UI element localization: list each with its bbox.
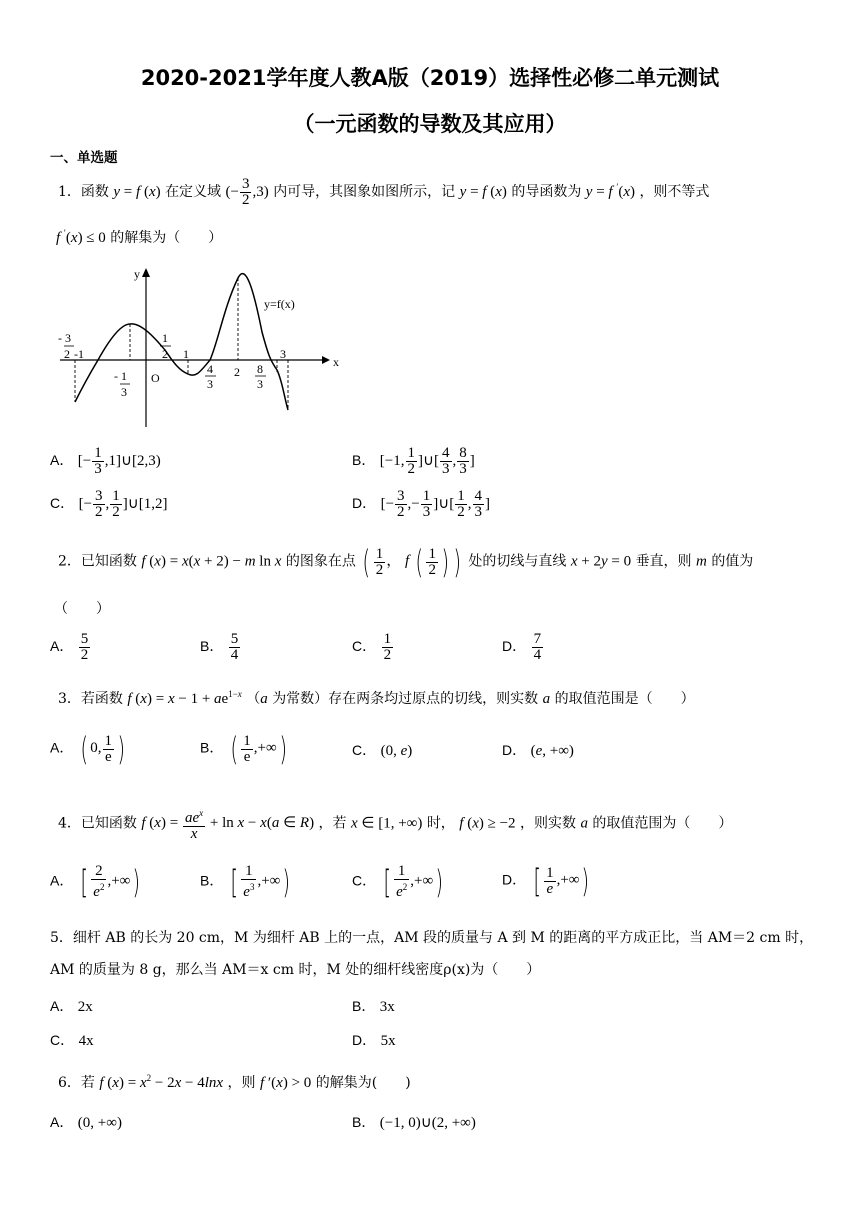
q3-option-b-label: B． (200, 739, 224, 756)
q3-text-d: 的取值范围是（ ） (554, 691, 695, 707)
q4-text-d: ，则实数 (520, 815, 576, 832)
q5-option-d[interactable] (352, 1030, 396, 1050)
x-axis-label: x (333, 355, 339, 369)
q4-math-fx: f (x) = $\frac{ae^x}{x}$ + ln x − x(a ∈ R) (141, 808, 315, 842)
q1-text-f: 的解集为（ ） (110, 230, 223, 246)
q1-option-a-label: A． (50, 451, 74, 468)
q3-text-b: （ (246, 691, 261, 707)
q3-option-a[interactable]: A． ( 0, $\frac{1}{e}$ ) (50, 730, 126, 768)
q5-option-b-text: 3x (379, 999, 395, 1015)
tick-4-3: 4 (207, 362, 213, 376)
q6-math-ineq: f ′(x) > 0 (259, 1075, 312, 1091)
q6-text-c: 的解集为( ) (315, 1075, 411, 1091)
q3-option-b[interactable]: B． ( $\frac{1}{e}$ ,+∞) (200, 730, 287, 768)
q2-math-fx: f (x) = x(x + 2) − m ln x (141, 553, 282, 570)
q2-option-b-label: B． (200, 637, 224, 654)
q4-math-ineq: f (x) ≥ −2 (459, 815, 516, 832)
q2-option-b[interactable]: B． $\frac{5}{4}$ (200, 631, 239, 663)
q4-option-c[interactable]: C． [ $\frac{1}{e^2}$ ,+∞) (352, 863, 444, 901)
q1-text-b: 在定义域 (165, 184, 222, 200)
q2-text-a: 2．已知函数 (58, 553, 137, 570)
q4-text-a: 4．已知函数 (58, 815, 137, 832)
curve-label: y=f(x) (264, 297, 295, 311)
q5-option-d-label: D． (352, 1032, 377, 1048)
q5-option-c[interactable] (50, 1030, 94, 1050)
tick-neg-1-3: - 1 (114, 369, 127, 383)
function-graph (50, 262, 340, 432)
q1-option-d-label: D． (352, 494, 377, 511)
document-title: 2020-2021学年度人教A版（2019）选择性必修二单元测试 (140, 66, 720, 90)
tick-neg-1: -1 (74, 347, 84, 361)
q4-text-c: 时， (426, 815, 455, 832)
tick-3: 3 (280, 347, 286, 361)
q2-option-d[interactable]: D． $\frac{7}{4}$ (502, 631, 542, 663)
question-3-stem: 3．若函数 f $(x) = x - 1 + ae^{1-x}$ （a 为常数）存在两条均过原点的切线，则实数 a 的取值范围是（ ） (58, 689, 695, 707)
q2-option-a[interactable]: A． $\frac{5}{2}$ (50, 631, 89, 663)
q4-text-e: 的取值范围为（ ） (592, 815, 733, 832)
q3-option-d-label: D． (502, 742, 527, 758)
question-6-stem (58, 1068, 411, 1093)
q5-option-a-text: 2x (77, 999, 93, 1015)
question-1-stem (58, 177, 709, 208)
x-axis-arrow (322, 356, 330, 364)
q6-math-fx: f $(x) = x^2 - 2x - 4\ln x$ (99, 1073, 224, 1091)
q5-option-d-text: 5x (380, 1033, 396, 1049)
q2-text-d: 垂直，则 (635, 553, 692, 570)
q1-text-d: 的导函数为 (511, 184, 582, 200)
q3-option-a-label: A． (50, 739, 74, 756)
q1-text-c: 内可导，其图象如图所示，记 (273, 184, 456, 200)
q2-text-c: 处的切线与直线 (468, 553, 567, 570)
q5-option-a[interactable] (50, 996, 93, 1016)
q4-option-a-label: A． (50, 872, 74, 889)
question-5-line-1: 5．细杆 AB 的长为 20 cm，M 为细杆 AB 上的一点，AM 段的质量与 A 到 M 的距离的平方成正比，当 AM＝2 cm 时， (50, 930, 814, 946)
q6-option-a-text: (0, +∞) (77, 1115, 122, 1131)
q1-option-c[interactable]: C． [− $\frac{3}{2}$ , $\frac{1}{2}$ ]∪[1,2] (50, 488, 168, 520)
y-axis-arrow (142, 268, 150, 277)
q4-text-b: ，若 (318, 815, 347, 832)
q6-text-b: ，则 (227, 1075, 256, 1091)
q1-option-d[interactable]: D． [− $\frac{3}{2}$ ,− $\frac{1}{3}$ ]∪[ $\frac{1}{2}$ , $\frac{4}{3}$ ] (352, 488, 490, 520)
tick-8-3: 8 (257, 362, 263, 376)
tick-8-3-den: 3 (257, 377, 263, 391)
q2-math-m: m (696, 553, 707, 570)
q2-text-e: 的值为 (711, 553, 754, 570)
tick-neg-1-3-den: 3 (121, 385, 127, 399)
q1-option-b[interactable]: B． [−1, $\frac{1}{2}$ ]∪[ $\frac{4}{3}$ , $\frac{8}{3}$ ] (352, 445, 475, 477)
question-5-line-2: AM 的质量为 8 g，那么当 AM＝x cm 时，M 处的细杆线密度ρ(x)为（ ） (50, 962, 541, 978)
q6-option-b-text: (−1, 0)∪(2, +∞) (379, 1115, 476, 1131)
q1-option-c-label: C． (50, 494, 75, 511)
q5-option-b-label: B． (352, 998, 376, 1014)
tick-2: 2 (234, 365, 240, 379)
tick-4-3-den: 3 (207, 377, 213, 391)
tick-1-2-den: 2 (162, 347, 168, 361)
q1-text-a: 1．函数 (58, 184, 109, 200)
q6-option-b[interactable] (352, 1112, 476, 1132)
q4-math-domain: x ∈ [1, +∞) (350, 815, 423, 832)
q3-text-a: 3．若函数 (58, 691, 123, 707)
q3-option-c-label: C． (352, 742, 377, 758)
tick-1: 1 (183, 347, 189, 361)
q2-math-line: x + 2y = 0 (570, 553, 632, 570)
q1-text-e: ，则不等式 (639, 184, 710, 200)
q5-option-c-text: 4x (78, 1033, 94, 1049)
q5-option-a-label: A． (50, 998, 74, 1014)
q2-paren: （ ） (54, 601, 110, 617)
q3-option-d[interactable]: D． (e, +∞) (502, 742, 574, 759)
document-subtitle: （一元函数的导数及其应用） (293, 112, 567, 136)
q4-option-d-label: D． (502, 871, 527, 888)
q2-option-a-label: A． (50, 637, 74, 654)
q6-option-a[interactable] (50, 1112, 122, 1132)
q2-option-d-label: D． (502, 637, 527, 654)
q5-option-b[interactable] (352, 996, 395, 1016)
question-2-stem (58, 545, 753, 579)
q1-math-ineq: f ′(x) ≤ 0 (56, 228, 106, 246)
q1-math-fx: y = f (x) (113, 184, 161, 200)
q6-option-a-label: A． (50, 1114, 74, 1130)
question-1-stem-2 (56, 223, 222, 248)
q3-option-c[interactable]: C． (0, e) (352, 742, 413, 759)
q4-option-c-label: C． (352, 872, 377, 889)
tick-neg-3-2-den: 2 (64, 347, 70, 361)
q6-option-b-label: B． (352, 1114, 376, 1130)
q3-math-fx: f $(x) = x - 1 + ae^{1-x}$ (127, 689, 242, 707)
q2-option-c[interactable]: C． $\frac{1}{2}$ (352, 631, 392, 663)
section-title: 一、单选题 (50, 150, 118, 166)
tick-neg-3-2: - 3 (58, 331, 71, 345)
q3-text-c: 为常数）存在两条均过原点的切线，则实数 (272, 691, 539, 707)
q4-option-b[interactable]: B． [ $\frac{1}{e^3}$ ,+∞) (200, 863, 291, 901)
question-4-stem: 4．已知函数 f (x) = $\frac{ae^x}{x}$ + ln x − x(a ∈ R) ，若 x ∈ [1, +∞) 时， f (x) ≥ −2 ，则实数 a 的取值范围为（ ） (58, 808, 733, 842)
q5-option-c-label: C． (50, 1032, 75, 1048)
q1-option-b-label: B． (352, 451, 376, 468)
q2-math-point: ( $\frac{1}{2}$ ， f ( $\frac{1}{2}$ ) ) (362, 543, 462, 581)
q1-math-domain: (− $\frac{3}{2}$ ,3) (225, 176, 269, 209)
q1-option-a[interactable]: A． [− $\frac{1}{3}$ ,1]∪[2,3) (50, 445, 161, 477)
q1-math-fx2: y = f (x) (459, 184, 507, 200)
q2-text-b: 的图象在点 (285, 553, 356, 570)
q1-math-deriv: y = f ′(x) (585, 182, 635, 200)
q4-option-b-label: B． (200, 872, 224, 889)
q6-text-a: 6．若 (58, 1075, 95, 1091)
y-axis-label: y (134, 267, 140, 281)
tick-1-2: 1 (162, 331, 168, 345)
q2-option-c-label: C． (352, 637, 377, 654)
q4-option-a[interactable]: A． [ $\frac{2}{e^2}$ ,+∞) (50, 863, 141, 901)
q4-option-d[interactable]: D． [ $\frac{1}{e}$ ,+∞) (502, 862, 590, 900)
origin-label: O (151, 371, 160, 385)
